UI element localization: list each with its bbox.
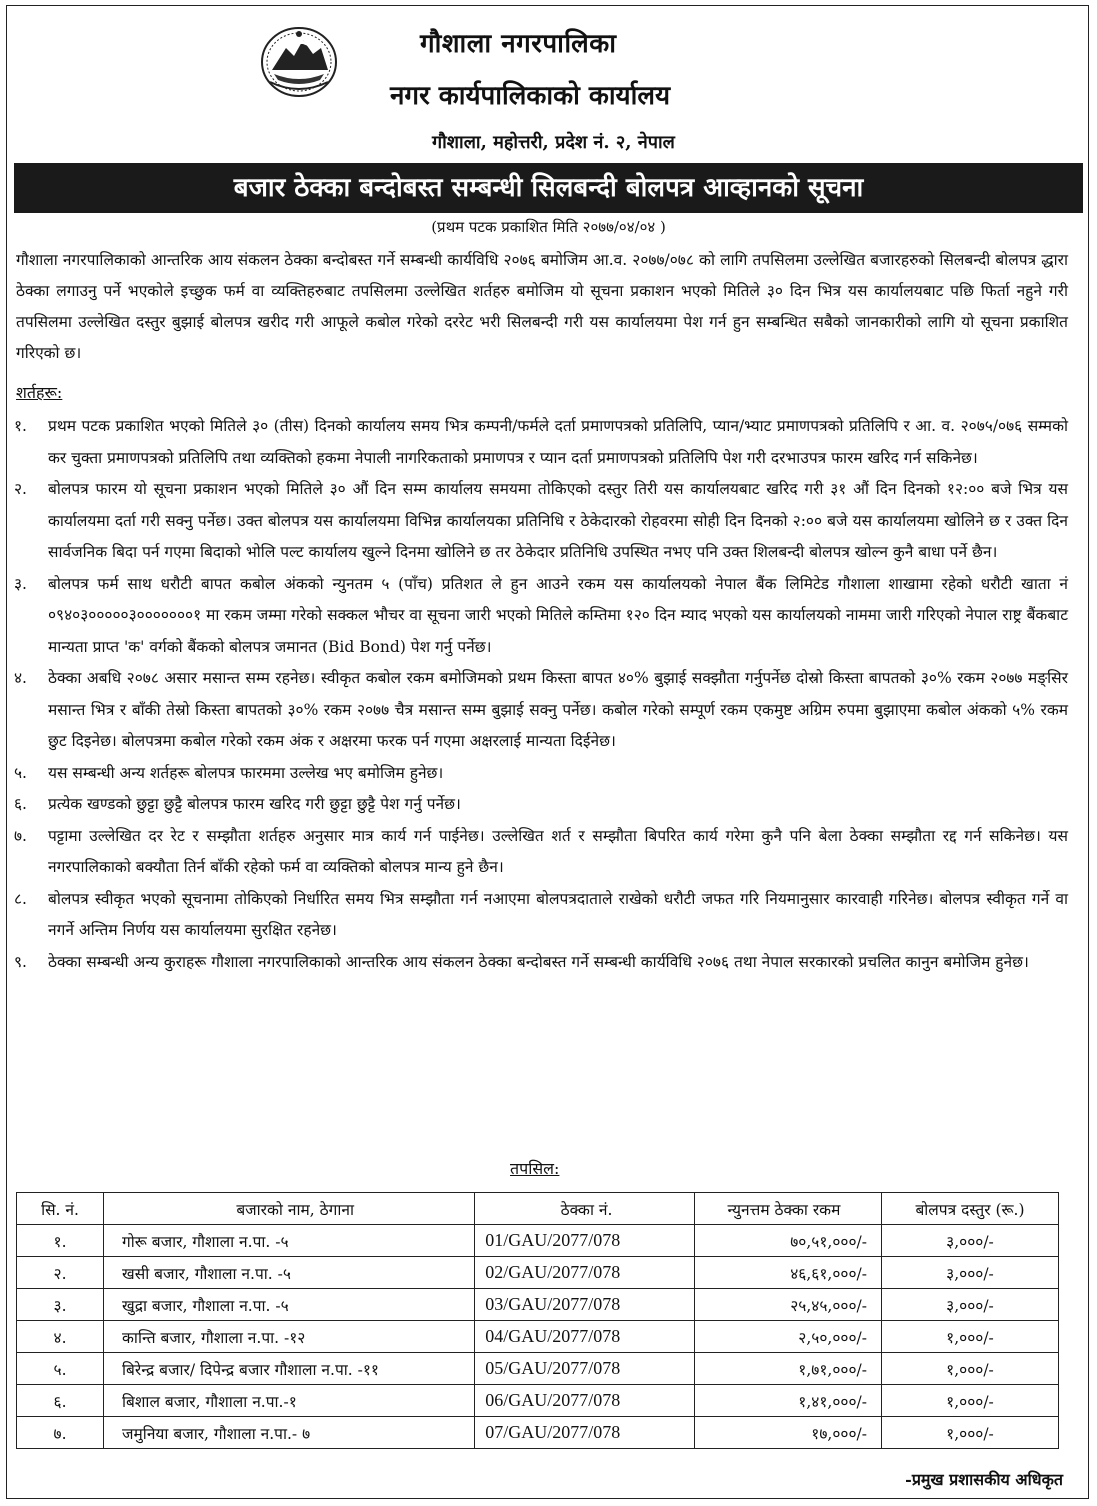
cell-fee: ३,०००/-: [881, 1225, 1058, 1257]
cell-sn: २.: [17, 1257, 104, 1289]
cell-sn: १.: [17, 1225, 104, 1257]
cell-sn: ४.: [17, 1321, 104, 1353]
term-text: पट्टामा उल्लेखित दर रेट र सम्झौता शर्तहरु अनुसार मात्र कार्य गर्न पाईनेछ। उल्लेखित शर्त र सम्झौता बिपरित कार्य गरेमा कुनै पनि बेला ठेक्का सम्झौता रद्द गर्न सकिनेछ। यस नगरपालिकाको बक्यौता तिर्न बाँकी रहेको फर्म वा व्यक्तिको बोलपत्र मान्य हुने छैन।: [48, 826, 1068, 876]
term-number: ४.: [14, 669, 27, 687]
term-item: [14, 411, 1068, 474]
term-text: बोलपत्र फर्म साथ धरौटी बापत कबोल अंकको न्युनतम ५ (पाँच) प्रतिशत ले हुन आउने रकम यस कार्यालयको नेपाल बैंक लिमिटेड गौशाला शाखामा रहेको धरौटी खाता नं ०९४०३०००००३०००००००१ मा रकम जम्मा गरेको सक्कल भौचर वा सूचना जारी भएको मितिले कम्तिमा १२० दिन म्याद भएको यस कार्यालयको नाममा जारी गरिएको नेपाल राष्ट्र बैंकबाट मान्यता प्राप्त 'क' वर्गको बैंकको बोलपत्र जमानत (Bid Bond) पेश गर्नु पर्नेछ।: [48, 574, 1068, 656]
cell-market: बिरेन्द्र बजार/ दिपेन्द्र बजार गौशाला न.पा. -११: [104, 1353, 475, 1385]
table-row: [17, 1225, 1059, 1257]
term-text: ठेक्का अबधि २०७८ असार मसान्त सम्म रहनेछ। स्वीकृत कबोल रकम बमोजिमको प्रथम किस्ता बापत ४०% बुझाई सक्झौता गर्नुपर्नेछ दोस्रो किस्ता बापतको ३०% रकम २०७७ मङ्सिर मसान्त भित्र र बाँकी तेस्रो किस्ता बापतको ३०% रकम २०७७ चैत्र मसान्त सम्म बुझाई सक्नु पर्नेछ। कबोल गरेको सम्पूर्ण रकम एकमुष्ट अग्रिम रुपमा बुझाएमा कबोल अंकको ५% रकम छुट दिइनेछ। बोलपत्रमा कबोल गरेको रकम अंक र अक्षरमा फरक पर्न गएमा अक्षरलाई मान्यता दिईनेछ।: [48, 669, 1068, 750]
table-header-row: [17, 1193, 1059, 1225]
cell-fee: ३,०००/-: [881, 1289, 1058, 1321]
schedule-heading: तपसिल:: [510, 1159, 560, 1178]
market-schedule-table: [16, 1192, 1059, 1449]
table-row: [17, 1353, 1059, 1385]
cell-min-amount: १,४१,०००/-: [694, 1385, 881, 1417]
intro-paragraph: गौशाला नगरपालिकाको आन्तरिक आय संकलन ठेक्का बन्दोबस्त गर्ने सम्बन्धी कार्यविधि २०७६ बमोजिम आ.व. २०७७/०७८ को लागि तपसिलमा उल्लेखित बजारहरुको सिलबन्दी बोलपत्र द्धारा ठेक्का लगाउनु पर्ने भएकोले इच्छुक फर्म वा व्यक्तिहरुबाट तपसिलमा उल्लेखित शर्तहरु बमोजिम यो सूचना प्रकाशन भएको मितिले ३० दिन भित्र यस कार्यालयबाट पछि फिर्ता नहुने गरी तपसिलमा उल्लेखित दस्तुर बुझाई बोलपत्र खरीद गरी आफूले कबोल गरेको दररेट भरी सिलबन्दी गरी यस कार्यालयमा पेश गर्न हुन सम्बन्धित सबैको जानकारीको लागि यो सूचना प्रकाशित गरिएको छ।: [16, 251, 1068, 362]
cell-market: जमुनिया बजार, गौशाला न.पा.- ७: [104, 1417, 475, 1449]
office-name: नगर कार्यपालिकाको कार्यालय: [390, 81, 671, 111]
term-text: बोलपत्र फारम यो सूचना प्रकाशन भएको मितिले ३० औं दिन सम्म कार्यालय समयमा तोकिएको दस्तुर तिरी यस कार्यालयबाट खरिद गरी ३१ औं दिन दिनको १२:०० बजे भित्र यस कार्यालयमा दर्ता गरी सक्नु पर्नेछ। उक्त बोलपत्र यस कार्यालयमा विभिन्न कार्यालयका प्रतिनिधि र ठेकेदारको रोहवरमा सोही दिन दिनको २:०० बजे यस कार्यालयमा खोलिने छ र उक्त दिन सार्वजनिक बिदा पर्न गएमा बिदाको भोलि पल्ट कार्यालय खुल्ने दिनमा खोलिने छ तर ठेकेदार प्रतिनिधि उपस्थित नभए पनि उक्त शिलबन्दी बोलपत्र खोल्न कुनै बाधा पर्ने छैन।: [48, 480, 1068, 561]
col-header-fee: बोलपत्र दस्तुर (रू.): [881, 1193, 1058, 1225]
term-text: प्रथम पटक प्रकाशित भएको मितिले ३० (तीस) दिनको कार्यालय समय भित्र कम्पनी/फर्मले दर्ता प्रमाणपत्रको प्रतिलिपि, प्यान/भ्याट प्रमाणपत्रको प्रतिलिपि र आ. व. २०७५/०७६ सम्मको कर चुक्ता प्रमाणपत्रको प्रतिलिपि तथा व्यक्तिको हकमा नेपाली नागरिकताको प्रमाणपत्र र प्यान दर्ता प्रमाणपत्रको प्रतिलिपि पेश गरी दरभाउपत्र फारम खरिद गर्न सकिनेछ।: [48, 417, 1068, 467]
cell-min-amount: १७,०००/-: [694, 1417, 881, 1449]
terms-list: [14, 411, 1068, 978]
cell-fee: १,०००/-: [881, 1321, 1058, 1353]
signature-officer: -प्रमुख प्रशासकीय अधिकृत: [905, 1470, 1063, 1489]
nepal-emblem-icon: [258, 22, 340, 100]
table-row: [17, 1321, 1059, 1353]
published-date: (प्रथम पटक प्रकाशित मिति २०७७/०४/०४ ): [431, 218, 666, 236]
term-item: [14, 569, 1068, 664]
term-number: ८.: [14, 889, 27, 908]
term-text: बोलपत्र स्वीकृत भएको सूचनामा तोकिएको निर्धारित समय भित्र सम्झौता गर्न नआएमा बोलपत्रदाताले राखेको धरौटी जफत गरि नियमानुसार कारवाही गरिनेछ। बोलपत्र स्वीकृत गर्ने वा नगर्ने अन्तिम निर्णय यस कार्यालयमा सुरक्षित रहनेछ।: [48, 889, 1068, 939]
term-item: [14, 663, 1068, 758]
term-item: [14, 758, 1068, 790]
term-number: ७.: [14, 826, 27, 845]
org-name: गौशाला नगरपालिका: [420, 29, 617, 59]
table-row: [17, 1257, 1059, 1289]
cell-fee: ३,०००/-: [881, 1257, 1058, 1289]
office-address: गौशाला, महोत्तरी, प्रदेश नं. २, नेपाल: [432, 132, 675, 153]
cell-sn: ३.: [17, 1289, 104, 1321]
cell-contract-no: 07/GAU/2077/078: [475, 1417, 695, 1449]
terms-heading: शर्तहरू:: [16, 383, 63, 402]
table-row: [17, 1289, 1059, 1321]
term-item: [14, 474, 1068, 569]
term-text: यस सम्बन्धी अन्य शर्तहरू बोलपत्र फारममा उल्लेख भए बमोजिम हुनेछ।: [48, 763, 444, 782]
cell-market: बिशाल बजार, गौशाला न.पा.-१: [104, 1385, 475, 1417]
col-header-contract-no: ठेक्का नं.: [475, 1193, 695, 1225]
term-item: [14, 821, 1068, 884]
cell-market: खसी बजार, गौशाला न.पा. -५: [104, 1257, 475, 1289]
cell-market: कान्ति बजार, गौशाला न.पा. -१२: [104, 1321, 475, 1353]
term-text: प्रत्येक खण्डको छुट्टा छुट्टै बोलपत्र फारम खरिद गरी छुट्टा छुट्टै पेश गर्नु पर्नेछ।: [48, 795, 461, 813]
cell-market: गोरू बजार, गौशाला न.पा. -५: [104, 1225, 475, 1257]
term-item: [14, 947, 1068, 979]
cell-fee: १,०००/-: [881, 1385, 1058, 1417]
cell-min-amount: १,७१,०००/-: [694, 1353, 881, 1385]
term-item: [14, 884, 1068, 947]
cell-fee: १,०००/-: [881, 1417, 1058, 1449]
cell-contract-no: 03/GAU/2077/078: [475, 1289, 695, 1321]
term-number: २.: [14, 480, 27, 498]
col-header-min-amount: न्युनत्तम ठेक्का रकम: [694, 1193, 881, 1225]
cell-contract-no: 02/GAU/2077/078: [475, 1257, 695, 1289]
cell-fee: १,०००/-: [881, 1353, 1058, 1385]
col-header-sn: सि. नं.: [17, 1193, 104, 1225]
cell-contract-no: 04/GAU/2077/078: [475, 1321, 695, 1353]
cell-min-amount: ४६,६१,०००/-: [694, 1257, 881, 1289]
cell-sn: ७.: [17, 1417, 104, 1449]
term-item: [14, 789, 1068, 821]
cell-sn: ५.: [17, 1353, 104, 1385]
term-number: ५.: [14, 763, 27, 782]
term-number: ६.: [14, 795, 27, 813]
notice-title: बजार ठेक्का बन्दोबस्त सम्बन्धी सिलबन्दी बोलपत्र आव्हानको सूचना: [14, 163, 1083, 213]
term-number: १.: [14, 417, 27, 435]
cell-min-amount: ७०,५१,०००/-: [694, 1225, 881, 1257]
col-header-market: बजारको नाम, ठेगाना: [104, 1193, 475, 1225]
cell-sn: ६.: [17, 1385, 104, 1417]
cell-contract-no: 01/GAU/2077/078: [475, 1225, 695, 1257]
term-number: ३.: [14, 574, 27, 593]
cell-contract-no: 05/GAU/2077/078: [475, 1353, 695, 1385]
cell-min-amount: २५,४५,०००/-: [694, 1289, 881, 1321]
table-row: [17, 1417, 1059, 1449]
cell-min-amount: २,५०,०००/-: [694, 1321, 881, 1353]
term-text: ठेक्का सम्बन्धी अन्य कुराहरू गौशाला नगरपालिकाको आन्तरिक आय संकलन ठेक्का बन्दोबस्त गर्ने सम्बन्धी कार्यविधि २०७६ तथा नेपाल सरकारको प्रचलित कानुन बमोजिम हुनेछ।: [48, 952, 1029, 971]
cell-contract-no: 06/GAU/2077/078: [475, 1385, 695, 1417]
term-number: ९.: [14, 952, 27, 971]
cell-market: खुद्रा बजार, गौशाला न.पा. -५: [104, 1289, 475, 1321]
table-row: [17, 1385, 1059, 1417]
